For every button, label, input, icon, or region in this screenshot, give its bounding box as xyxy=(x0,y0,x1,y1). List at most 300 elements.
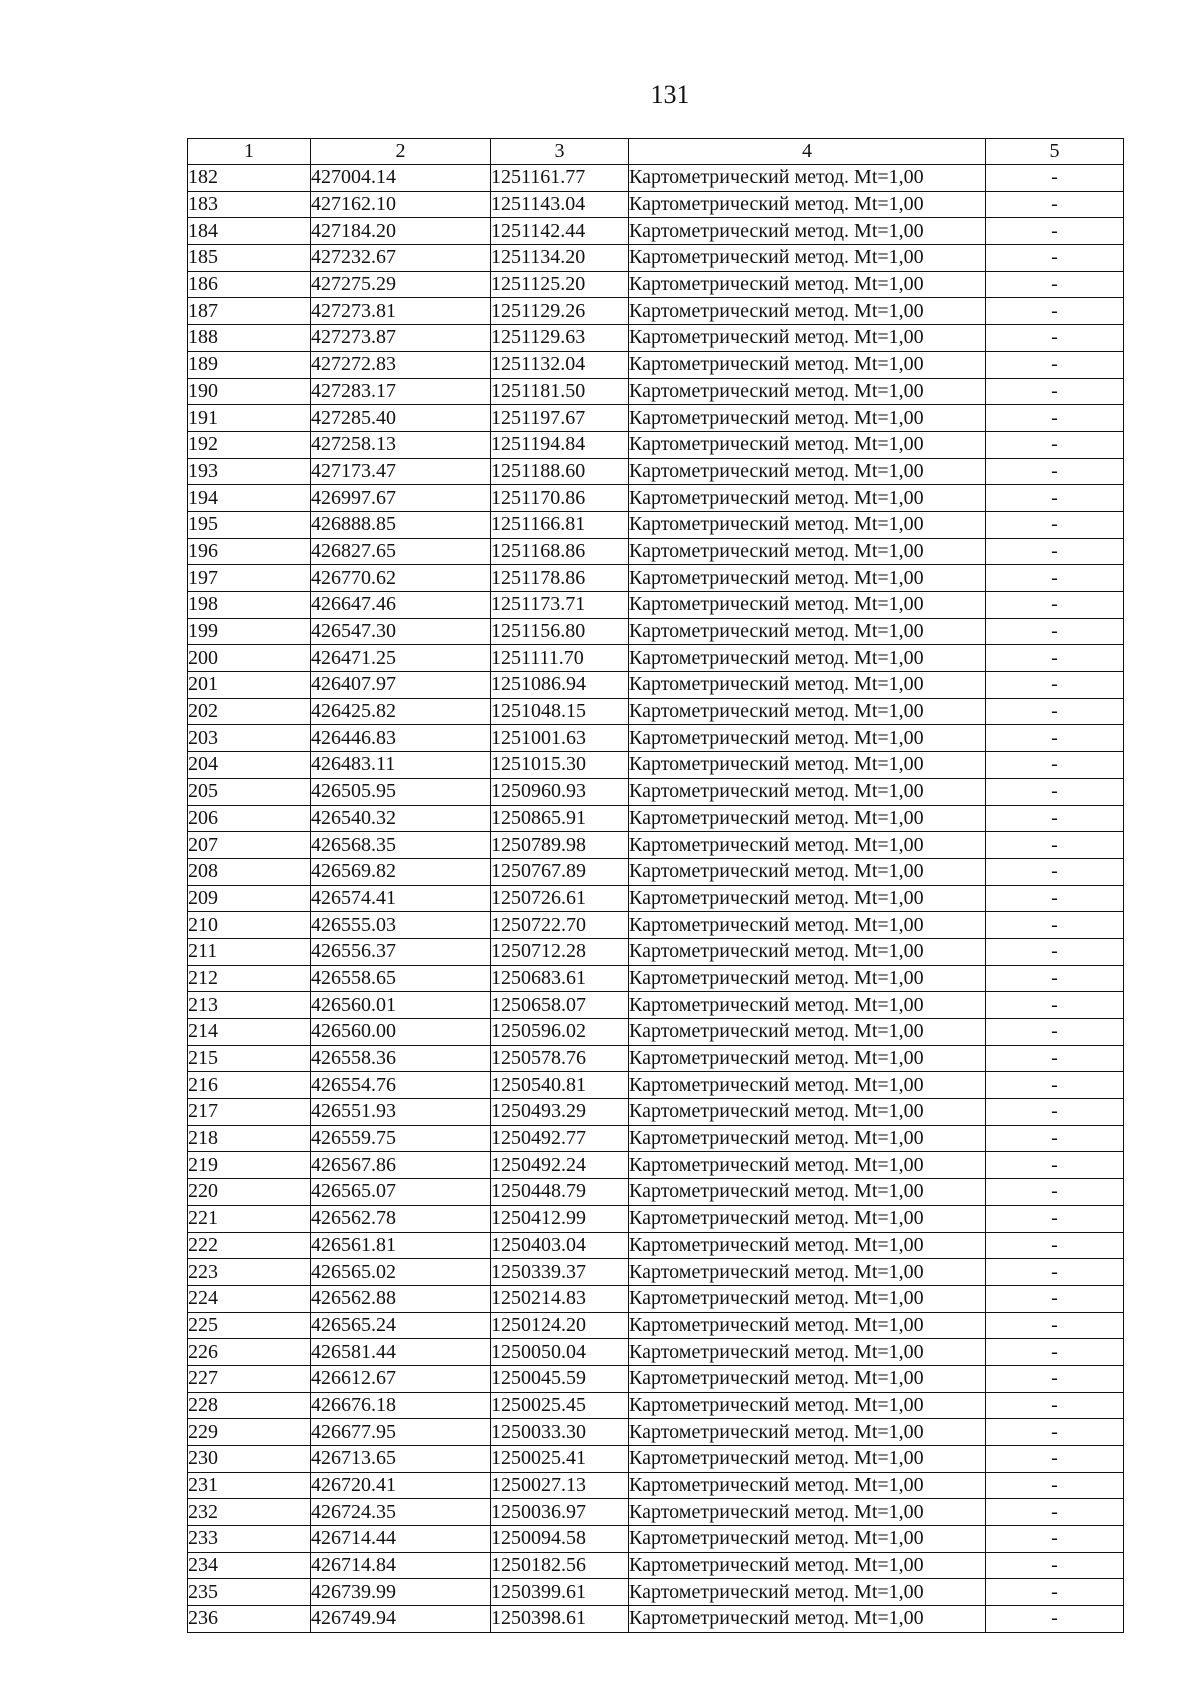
x-coordinate-cell: 426568.35 xyxy=(311,832,491,859)
table-row xyxy=(188,592,1124,619)
method-cell: Картометрический метод. Mt=1,00 xyxy=(629,1552,986,1579)
method-cell: Картометрический метод. Mt=1,00 xyxy=(629,1606,986,1633)
note-cell: - xyxy=(986,1365,1124,1392)
note-cell: - xyxy=(986,858,1124,885)
y-coordinate-cell: 1251168.86 xyxy=(491,538,629,565)
point-number-cell: 233 xyxy=(188,1526,311,1553)
point-number-cell: 192 xyxy=(188,431,311,458)
note-cell: - xyxy=(986,805,1124,832)
y-coordinate-cell: 1250050.04 xyxy=(491,1339,629,1366)
y-coordinate-cell: 1250214.83 xyxy=(491,1285,629,1312)
note-cell: - xyxy=(986,1152,1124,1179)
y-coordinate-cell: 1251015.30 xyxy=(491,752,629,779)
table-row xyxy=(188,1232,1124,1259)
method-cell: Картометрический метод. Mt=1,00 xyxy=(629,1285,986,1312)
x-coordinate-cell: 426724.35 xyxy=(311,1499,491,1526)
note-cell: - xyxy=(986,485,1124,512)
y-coordinate-cell: 1250339.37 xyxy=(491,1259,629,1286)
x-coordinate-cell: 426540.32 xyxy=(311,805,491,832)
table-row xyxy=(188,752,1124,779)
x-coordinate-cell: 426483.11 xyxy=(311,752,491,779)
note-cell: - xyxy=(986,511,1124,538)
point-number-cell: 232 xyxy=(188,1499,311,1526)
method-cell: Картометрический метод. Mt=1,00 xyxy=(629,832,986,859)
note-cell: - xyxy=(986,1606,1124,1633)
method-cell: Картометрический метод. Mt=1,00 xyxy=(629,1365,986,1392)
x-coordinate-cell: 427258.13 xyxy=(311,431,491,458)
x-coordinate-cell: 427285.40 xyxy=(311,405,491,432)
x-coordinate-cell: 426720.41 xyxy=(311,1472,491,1499)
note-cell: - xyxy=(986,218,1124,245)
table-row xyxy=(188,938,1124,965)
x-coordinate-cell: 426446.83 xyxy=(311,725,491,752)
method-cell: Картометрический метод. Mt=1,00 xyxy=(629,645,986,672)
x-coordinate-cell: 426505.95 xyxy=(311,778,491,805)
x-coordinate-cell: 426714.84 xyxy=(311,1552,491,1579)
method-cell: Картометрический метод. Mt=1,00 xyxy=(629,458,986,485)
point-number-cell: 236 xyxy=(188,1606,311,1633)
note-cell: - xyxy=(986,1205,1124,1232)
method-cell: Картометрический метод. Mt=1,00 xyxy=(629,938,986,965)
table-row xyxy=(188,832,1124,859)
y-coordinate-cell: 1251125.20 xyxy=(491,271,629,298)
point-number-cell: 224 xyxy=(188,1285,311,1312)
table-row xyxy=(188,858,1124,885)
method-cell: Картометрический метод. Mt=1,00 xyxy=(629,165,986,192)
x-coordinate-cell: 426554.76 xyxy=(311,1072,491,1099)
table-row xyxy=(188,912,1124,939)
x-coordinate-cell: 427184.20 xyxy=(311,218,491,245)
point-number-cell: 185 xyxy=(188,245,311,272)
point-number-cell: 215 xyxy=(188,1045,311,1072)
table-row xyxy=(188,1606,1124,1633)
point-number-cell: 204 xyxy=(188,752,311,779)
point-number-cell: 197 xyxy=(188,565,311,592)
method-cell: Картометрический метод. Mt=1,00 xyxy=(629,1472,986,1499)
y-coordinate-cell: 1250403.04 xyxy=(491,1232,629,1259)
method-cell: Картометрический метод. Mt=1,00 xyxy=(629,511,986,538)
method-cell: Картометрический метод. Mt=1,00 xyxy=(629,405,986,432)
x-coordinate-cell: 426749.94 xyxy=(311,1606,491,1633)
y-coordinate-cell: 1251161.77 xyxy=(491,165,629,192)
point-number-cell: 195 xyxy=(188,511,311,538)
y-coordinate-cell: 1250865.91 xyxy=(491,805,629,832)
note-cell: - xyxy=(986,431,1124,458)
note-cell: - xyxy=(986,245,1124,272)
method-cell: Картометрический метод. Mt=1,00 xyxy=(629,191,986,218)
table-row xyxy=(188,1019,1124,1046)
table-row xyxy=(188,298,1124,325)
note-cell: - xyxy=(986,725,1124,752)
point-number-cell: 209 xyxy=(188,885,311,912)
point-number-cell: 221 xyxy=(188,1205,311,1232)
method-cell: Картометрический метод. Mt=1,00 xyxy=(629,565,986,592)
method-cell: Картометрический метод. Mt=1,00 xyxy=(629,1259,986,1286)
point-number-cell: 199 xyxy=(188,618,311,645)
point-number-cell: 217 xyxy=(188,1099,311,1126)
point-number-cell: 227 xyxy=(188,1365,311,1392)
point-number-cell: 191 xyxy=(188,405,311,432)
note-cell: - xyxy=(986,1285,1124,1312)
y-coordinate-cell: 1250025.45 xyxy=(491,1392,629,1419)
method-cell: Картометрический метод. Mt=1,00 xyxy=(629,965,986,992)
note-cell: - xyxy=(986,351,1124,378)
table-row xyxy=(188,1259,1124,1286)
y-coordinate-cell: 1250492.77 xyxy=(491,1125,629,1152)
method-cell: Картометрический метод. Mt=1,00 xyxy=(629,1232,986,1259)
x-coordinate-cell: 426561.81 xyxy=(311,1232,491,1259)
table-row xyxy=(188,1446,1124,1473)
note-cell: - xyxy=(986,1099,1124,1126)
table-row xyxy=(188,1179,1124,1206)
point-number-cell: 214 xyxy=(188,1019,311,1046)
table-row xyxy=(188,511,1124,538)
table-row xyxy=(188,1339,1124,1366)
x-coordinate-cell: 426569.82 xyxy=(311,858,491,885)
note-cell: - xyxy=(986,191,1124,218)
note-cell: - xyxy=(986,1446,1124,1473)
y-coordinate-cell: 1250578.76 xyxy=(491,1045,629,1072)
method-cell: Картометрический метод. Mt=1,00 xyxy=(629,1019,986,1046)
note-cell: - xyxy=(986,592,1124,619)
table-row xyxy=(188,1552,1124,1579)
method-cell: Картометрический метод. Mt=1,00 xyxy=(629,912,986,939)
point-number-cell: 225 xyxy=(188,1312,311,1339)
note-cell: - xyxy=(986,1579,1124,1606)
note-cell: - xyxy=(986,1526,1124,1553)
method-cell: Картометрический метод. Mt=1,00 xyxy=(629,351,986,378)
method-cell: Картометрический метод. Mt=1,00 xyxy=(629,1392,986,1419)
x-coordinate-cell: 426676.18 xyxy=(311,1392,491,1419)
table-row xyxy=(188,965,1124,992)
table-row xyxy=(188,1045,1124,1072)
x-coordinate-cell: 426562.88 xyxy=(311,1285,491,1312)
note-cell: - xyxy=(986,1552,1124,1579)
y-coordinate-cell: 1251170.86 xyxy=(491,485,629,512)
x-coordinate-cell: 426407.97 xyxy=(311,672,491,699)
y-coordinate-cell: 1250540.81 xyxy=(491,1072,629,1099)
x-coordinate-cell: 426471.25 xyxy=(311,645,491,672)
point-number-cell: 231 xyxy=(188,1472,311,1499)
note-cell: - xyxy=(986,325,1124,352)
y-coordinate-cell: 1250412.99 xyxy=(491,1205,629,1232)
table-row xyxy=(188,778,1124,805)
table-row xyxy=(188,1072,1124,1099)
method-cell: Картометрический метод. Mt=1,00 xyxy=(629,992,986,1019)
point-number-cell: 186 xyxy=(188,271,311,298)
point-number-cell: 208 xyxy=(188,858,311,885)
point-number-cell: 216 xyxy=(188,1072,311,1099)
y-coordinate-cell: 1250124.20 xyxy=(491,1312,629,1339)
y-coordinate-cell: 1250493.29 xyxy=(491,1099,629,1126)
table-row xyxy=(188,218,1124,245)
point-number-cell: 210 xyxy=(188,912,311,939)
table-row xyxy=(188,458,1124,485)
y-coordinate-cell: 1250036.97 xyxy=(491,1499,629,1526)
point-number-cell: 201 xyxy=(188,672,311,699)
y-coordinate-cell: 1251197.67 xyxy=(491,405,629,432)
y-coordinate-cell: 1251194.84 xyxy=(491,431,629,458)
y-coordinate-cell: 1250033.30 xyxy=(491,1419,629,1446)
method-cell: Картометрический метод. Mt=1,00 xyxy=(629,298,986,325)
method-cell: Картометрический метод. Mt=1,00 xyxy=(629,325,986,352)
note-cell: - xyxy=(986,618,1124,645)
note-cell: - xyxy=(986,672,1124,699)
x-coordinate-cell: 426425.82 xyxy=(311,698,491,725)
y-coordinate-cell: 1251181.50 xyxy=(491,378,629,405)
y-coordinate-cell: 1251188.60 xyxy=(491,458,629,485)
y-coordinate-cell: 1250027.13 xyxy=(491,1472,629,1499)
point-number-cell: 234 xyxy=(188,1552,311,1579)
table-row xyxy=(188,325,1124,352)
note-cell: - xyxy=(986,885,1124,912)
method-cell: Картометрический метод. Mt=1,00 xyxy=(629,725,986,752)
x-coordinate-cell: 426647.46 xyxy=(311,592,491,619)
y-coordinate-cell: 1251173.71 xyxy=(491,592,629,619)
method-cell: Картометрический метод. Mt=1,00 xyxy=(629,1125,986,1152)
note-cell: - xyxy=(986,1499,1124,1526)
table-row xyxy=(188,245,1124,272)
method-cell: Картометрический метод. Mt=1,00 xyxy=(629,805,986,832)
x-coordinate-cell: 426888.85 xyxy=(311,511,491,538)
point-number-cell: 222 xyxy=(188,1232,311,1259)
note-cell: - xyxy=(986,1019,1124,1046)
table-row xyxy=(188,1205,1124,1232)
x-coordinate-cell: 427232.67 xyxy=(311,245,491,272)
method-cell: Картометрический метод. Mt=1,00 xyxy=(629,1312,986,1339)
table-row xyxy=(188,1526,1124,1553)
method-cell: Картометрический метод. Mt=1,00 xyxy=(629,592,986,619)
note-cell: - xyxy=(986,1392,1124,1419)
y-coordinate-cell: 1250767.89 xyxy=(491,858,629,885)
x-coordinate-cell: 426555.03 xyxy=(311,912,491,939)
point-number-cell: 187 xyxy=(188,298,311,325)
table-row xyxy=(188,992,1124,1019)
method-cell: Картометрический метод. Mt=1,00 xyxy=(629,245,986,272)
x-coordinate-cell: 426612.67 xyxy=(311,1365,491,1392)
table-row xyxy=(188,485,1124,512)
y-coordinate-cell: 1250789.98 xyxy=(491,832,629,859)
table-row xyxy=(188,1152,1124,1179)
point-number-cell: 230 xyxy=(188,1446,311,1473)
note-cell: - xyxy=(986,832,1124,859)
point-number-cell: 196 xyxy=(188,538,311,565)
method-cell: Картометрический метод. Mt=1,00 xyxy=(629,271,986,298)
x-coordinate-cell: 426565.07 xyxy=(311,1179,491,1206)
point-number-cell: 211 xyxy=(188,938,311,965)
table-row xyxy=(188,165,1124,192)
x-coordinate-cell: 426559.75 xyxy=(311,1125,491,1152)
x-coordinate-cell: 426739.99 xyxy=(311,1579,491,1606)
x-coordinate-cell: 426997.67 xyxy=(311,485,491,512)
table-row xyxy=(188,645,1124,672)
point-number-cell: 205 xyxy=(188,778,311,805)
note-cell: - xyxy=(986,405,1124,432)
y-coordinate-cell: 1250712.28 xyxy=(491,938,629,965)
note-cell: - xyxy=(986,912,1124,939)
x-coordinate-cell: 426677.95 xyxy=(311,1419,491,1446)
method-cell: Картометрический метод. Mt=1,00 xyxy=(629,431,986,458)
y-coordinate-cell: 1250722.70 xyxy=(491,912,629,939)
y-coordinate-cell: 1251111.70 xyxy=(491,645,629,672)
table-row xyxy=(188,431,1124,458)
note-cell: - xyxy=(986,538,1124,565)
table-row xyxy=(188,618,1124,645)
column-header: 4 xyxy=(629,139,986,165)
table-row xyxy=(188,672,1124,699)
y-coordinate-cell: 1251142.44 xyxy=(491,218,629,245)
x-coordinate-cell: 427173.47 xyxy=(311,458,491,485)
x-coordinate-cell: 427273.81 xyxy=(311,298,491,325)
x-coordinate-cell: 426547.30 xyxy=(311,618,491,645)
point-number-cell: 190 xyxy=(188,378,311,405)
method-cell: Картометрический метод. Mt=1,00 xyxy=(629,1499,986,1526)
method-cell: Картометрический метод. Mt=1,00 xyxy=(629,538,986,565)
note-cell: - xyxy=(986,378,1124,405)
note-cell: - xyxy=(986,992,1124,1019)
x-coordinate-cell: 426713.65 xyxy=(311,1446,491,1473)
point-number-cell: 223 xyxy=(188,1259,311,1286)
method-cell: Картометрический метод. Mt=1,00 xyxy=(629,218,986,245)
note-cell: - xyxy=(986,1125,1124,1152)
point-number-cell: 189 xyxy=(188,351,311,378)
note-cell: - xyxy=(986,1232,1124,1259)
y-coordinate-cell: 1250683.61 xyxy=(491,965,629,992)
x-coordinate-cell: 426827.65 xyxy=(311,538,491,565)
table-row xyxy=(188,1472,1124,1499)
y-coordinate-cell: 1251048.15 xyxy=(491,698,629,725)
table-row xyxy=(188,351,1124,378)
table-row xyxy=(188,1285,1124,1312)
column-header: 2 xyxy=(311,139,491,165)
table-row xyxy=(188,191,1124,218)
table-row xyxy=(188,378,1124,405)
table-row xyxy=(188,405,1124,432)
x-coordinate-cell: 426567.86 xyxy=(311,1152,491,1179)
point-number-cell: 193 xyxy=(188,458,311,485)
x-coordinate-cell: 426562.78 xyxy=(311,1205,491,1232)
point-number-cell: 194 xyxy=(188,485,311,512)
method-cell: Картометрический метод. Mt=1,00 xyxy=(629,1099,986,1126)
note-cell: - xyxy=(986,1339,1124,1366)
x-coordinate-cell: 427275.29 xyxy=(311,271,491,298)
point-number-cell: 203 xyxy=(188,725,311,752)
note-cell: - xyxy=(986,165,1124,192)
y-coordinate-cell: 1251166.81 xyxy=(491,511,629,538)
point-number-cell: 183 xyxy=(188,191,311,218)
note-cell: - xyxy=(986,778,1124,805)
x-coordinate-cell: 427004.14 xyxy=(311,165,491,192)
point-number-cell: 184 xyxy=(188,218,311,245)
note-cell: - xyxy=(986,565,1124,592)
y-coordinate-cell: 1250596.02 xyxy=(491,1019,629,1046)
point-number-cell: 226 xyxy=(188,1339,311,1366)
point-number-cell: 219 xyxy=(188,1152,311,1179)
x-coordinate-cell: 426560.01 xyxy=(311,992,491,1019)
note-cell: - xyxy=(986,1072,1124,1099)
x-coordinate-cell: 426560.00 xyxy=(311,1019,491,1046)
x-coordinate-cell: 426556.37 xyxy=(311,938,491,965)
y-coordinate-cell: 1250448.79 xyxy=(491,1179,629,1206)
method-cell: Картометрический метод. Mt=1,00 xyxy=(629,1045,986,1072)
method-cell: Картометрический метод. Mt=1,00 xyxy=(629,778,986,805)
method-cell: Картометрический метод. Mt=1,00 xyxy=(629,858,986,885)
y-coordinate-cell: 1250960.93 xyxy=(491,778,629,805)
x-coordinate-cell: 426565.24 xyxy=(311,1312,491,1339)
x-coordinate-cell: 427283.17 xyxy=(311,378,491,405)
method-cell: Картометрический метод. Mt=1,00 xyxy=(629,1205,986,1232)
method-cell: Картометрический метод. Mt=1,00 xyxy=(629,1072,986,1099)
y-coordinate-cell: 1250726.61 xyxy=(491,885,629,912)
table-header-row xyxy=(188,139,1124,165)
method-cell: Картометрический метод. Mt=1,00 xyxy=(629,378,986,405)
table-row xyxy=(188,1419,1124,1446)
method-cell: Картометрический метод. Mt=1,00 xyxy=(629,485,986,512)
table-row xyxy=(188,1312,1124,1339)
page-number: 131 xyxy=(650,80,690,109)
x-coordinate-cell: 426551.93 xyxy=(311,1099,491,1126)
x-coordinate-cell: 427162.10 xyxy=(311,191,491,218)
table-row xyxy=(188,698,1124,725)
note-cell: - xyxy=(986,645,1124,672)
y-coordinate-cell: 1251143.04 xyxy=(491,191,629,218)
point-number-cell: 228 xyxy=(188,1392,311,1419)
note-cell: - xyxy=(986,698,1124,725)
table-row xyxy=(188,1392,1124,1419)
note-cell: - xyxy=(986,1472,1124,1499)
y-coordinate-cell: 1251156.80 xyxy=(491,618,629,645)
x-coordinate-cell: 426581.44 xyxy=(311,1339,491,1366)
table-row xyxy=(188,271,1124,298)
note-cell: - xyxy=(986,458,1124,485)
table-row xyxy=(188,1125,1124,1152)
x-coordinate-cell: 426574.41 xyxy=(311,885,491,912)
table-row xyxy=(188,805,1124,832)
x-coordinate-cell: 426770.62 xyxy=(311,565,491,592)
table-row xyxy=(188,1499,1124,1526)
method-cell: Картометрический метод. Mt=1,00 xyxy=(629,618,986,645)
note-cell: - xyxy=(986,1179,1124,1206)
x-coordinate-cell: 426558.36 xyxy=(311,1045,491,1072)
x-coordinate-cell: 426714.44 xyxy=(311,1526,491,1553)
method-cell: Картометрический метод. Mt=1,00 xyxy=(629,1152,986,1179)
y-coordinate-cell: 1250399.61 xyxy=(491,1579,629,1606)
method-cell: Картометрический метод. Mt=1,00 xyxy=(629,885,986,912)
point-number-cell: 202 xyxy=(188,698,311,725)
point-number-cell: 188 xyxy=(188,325,311,352)
note-cell: - xyxy=(986,271,1124,298)
y-coordinate-cell: 1250398.61 xyxy=(491,1606,629,1633)
method-cell: Картометрический метод. Mt=1,00 xyxy=(629,1526,986,1553)
y-coordinate-cell: 1251129.63 xyxy=(491,325,629,352)
point-number-cell: 235 xyxy=(188,1579,311,1606)
point-number-cell: 218 xyxy=(188,1125,311,1152)
point-number-cell: 198 xyxy=(188,592,311,619)
note-cell: - xyxy=(986,298,1124,325)
method-cell: Картометрический метод. Mt=1,00 xyxy=(629,1419,986,1446)
point-number-cell: 207 xyxy=(188,832,311,859)
table-row xyxy=(188,538,1124,565)
y-coordinate-cell: 1251134.20 xyxy=(491,245,629,272)
x-coordinate-cell: 427273.87 xyxy=(311,325,491,352)
method-cell: Картометрический метод. Mt=1,00 xyxy=(629,1579,986,1606)
point-number-cell: 220 xyxy=(188,1179,311,1206)
method-cell: Картометрический метод. Mt=1,00 xyxy=(629,698,986,725)
y-coordinate-cell: 1251178.86 xyxy=(491,565,629,592)
table-row xyxy=(188,1579,1124,1606)
point-number-cell: 206 xyxy=(188,805,311,832)
method-cell: Картометрический метод. Mt=1,00 xyxy=(629,1339,986,1366)
